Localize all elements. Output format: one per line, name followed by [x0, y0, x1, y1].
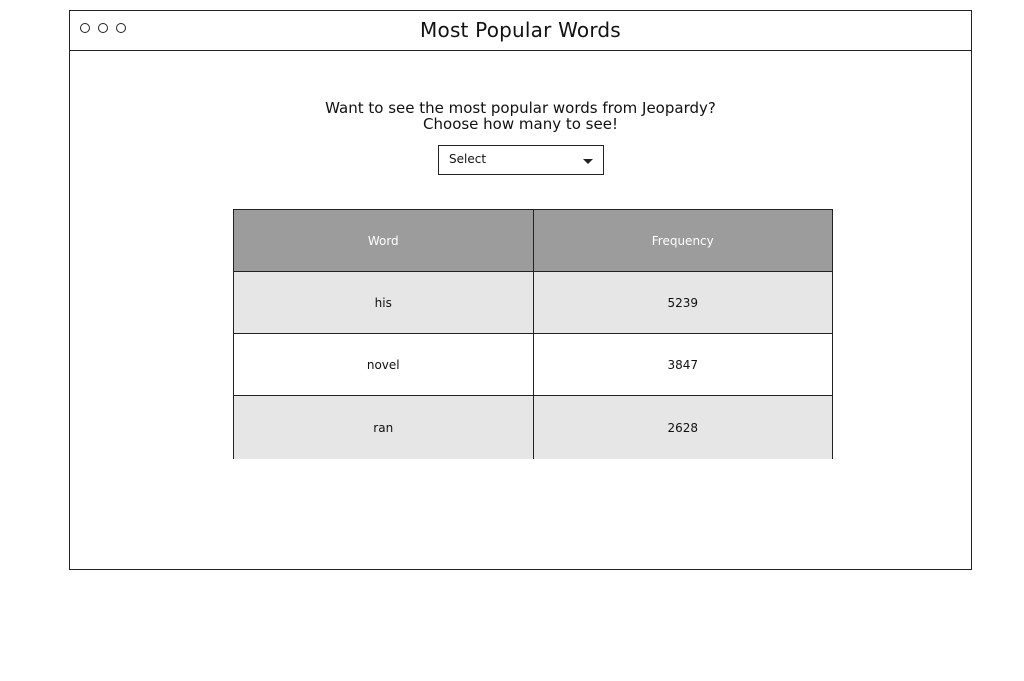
count-select-dropdown[interactable]	[438, 145, 604, 175]
table-row	[234, 272, 832, 334]
table-header-row	[234, 210, 832, 272]
title-bar	[70, 11, 971, 51]
word-cell: his	[374, 295, 392, 310]
popular-words-table	[233, 209, 833, 459]
frequency-cell: 3847	[533, 334, 833, 395]
table-row	[234, 334, 832, 396]
column-header-word[interactable]: Word	[367, 233, 399, 248]
word-cell: ran	[373, 420, 394, 435]
word-cell: novel	[366, 357, 400, 372]
select-value: Select	[449, 152, 487, 166]
frequency-cell: 5239	[533, 272, 833, 333]
app-window	[69, 10, 972, 570]
prompt-line-2: Choose how many to see!	[423, 115, 618, 133]
window-title: Most Popular Words	[420, 18, 621, 42]
table-row	[234, 396, 832, 459]
chevron-down-icon	[583, 159, 593, 164]
prompt-text	[70, 100, 971, 132]
column-header-frequency[interactable]: Frequency	[533, 210, 833, 271]
frequency-cell: 2628	[533, 396, 833, 459]
prompt-line-1: Want to see the most popular words from Jeopardy?	[325, 99, 716, 117]
